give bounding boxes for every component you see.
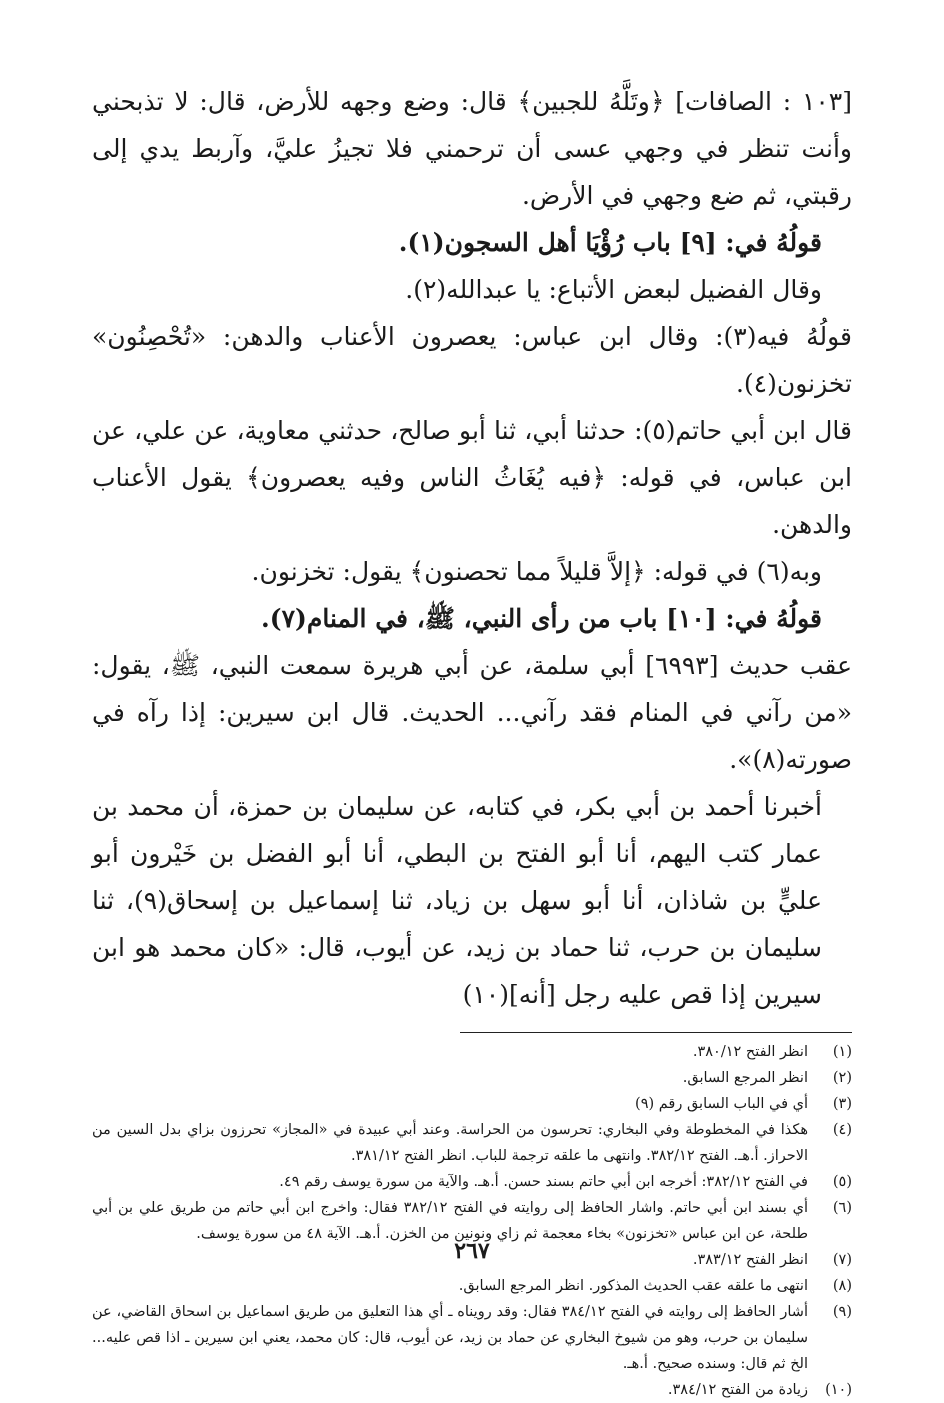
footnote-text: أي بسند ابن أبي حاتم. واشار الحافظ إلى روايته في الفتح ٣٨٢/١٢ فقال: واخرج ابن أبي حاتم من طريق علي بن أبي طلحة، عن ابن عباس «تخزنون» بخاء معجمة ثم زاي ونونين من الخزن. أ.هـ. الآية ٤٨ من سورة يوسف. [92,1200,808,1242]
paragraph-hadith-6993: عقب حديث [٦٩٩٣] أبي سلمة، عن أبي هريرة سمعت النبي، ﷺ، يقول: «من رآني في المنام فقد رآني... الحديث. قال ابن سيرين: إذا رآه في صورته(٨)». [92,651,852,774]
footnote-number: (٥) [832,1174,852,1190]
footnote [92,1299,852,1377]
footnote-number: (٣) [832,1096,852,1112]
footnote-number: (١) [832,1044,852,1060]
paragraph-ibn-abi-hatim: قال ابن أبي حاتم(٥): حدثنا أبي، ثنا أبو صالح، حدثني معاوية، عن علي، عن ابن عباس، في قوله: ﴿فيه يُغَاثُ الناس وفيه يعصرون﴾ يقول الأعناب والدهن. [92,416,852,539]
footnote [92,1039,852,1065]
footnote-number: (٩) [832,1304,852,1320]
chapter-heading-prison-dreams: قولُهُ في: [٩] باب رُؤْيَا أهل السجون(١). [398,228,822,257]
footnote [92,1377,852,1403]
footnote-text: انظر الفتح ٣٨٠/١٢. [692,1044,808,1060]
paragraph-verse-explanation: [١٠٣ : الصافات] ﴿وتَلَّهُ للجبين﴾ قال: وضع وجهه للأرض، قال: لا تذبحني وأنت تنظر في وجهي عسى أن ترحمني فلا تجيزُ عليَّ، وآربط يدي إلى رقبتي، ثم ضع وجهي في الأرض. [92,87,852,210]
footnote-number: (٦) [832,1200,852,1216]
footnote-text: انظر الفتح ٣٨٣/١٢. [692,1252,808,1268]
footnote [92,1273,852,1299]
footnote [92,1065,852,1091]
footnote-text: أشار الحافظ إلى روايته في الفتح ٣٨٤/١٢ فقال: وقد رويناه ـ أي هذا التعليق من طريق اسماعيل بن اسحاق القاضي، عن سليمان بن حرب، وهو من شيوخ البخاري عن حماد بن زيد، عن أيوب، قال: كان محمد، يعني ابن سيرين ـ اذا قص عليه... الخ ثم قال: وسنده صحيح. أ.هـ. [92,1304,808,1372]
chapter-heading-prophet-dream: قولُهُ في: [١٠] باب من رأى النبي، ﷺ، في المنام(٧). [261,604,822,633]
footnote [92,1169,852,1195]
footnote-text: أي في الباب السابق رقم (٩) [635,1096,808,1112]
paragraph-wa-bihi: وبه(٦) في قوله: ﴿إلاَّ قليلاً مما تحصنون﴾ يقول: تخزنون. [251,557,822,586]
paragraph-fudail: وقال الفضيل لبعض الأتباع: يا عبدالله(٢). [405,275,822,304]
footnote-separator-wrap [92,1018,852,1039]
footnote-number: (٤) [832,1122,852,1138]
footnote-text: زيادة من الفتح ٣٨٤/١٢. [667,1382,808,1398]
main-text [92,78,852,1018]
footnote [92,1117,852,1169]
footnote-text: انتهى ما علقه عقب الحديث المذكور. انظر المرجع السابق. [458,1278,808,1294]
footnote-number: (١٠) [825,1382,852,1398]
footnote-number: (٢) [832,1070,852,1086]
footnote-text: في الفتح ٣٨٢/١٢: أخرجه ابن أبي حاتم بسند حسن. أ.هـ. والآية من سورة يوسف رقم ٤٩. [279,1174,808,1190]
footnote [92,1091,852,1117]
page-number: ٢٦٧ [454,1238,490,1264]
footnote-separator [460,1032,852,1033]
footnote-text: هكذا في المخطوطة وفي البخاري: تحرسون من الحراسة. وعند أبي عبيدة في «المجاز» تحرزون بزاي بدل السين من الاحراز. أ.هـ. الفتح ٣٨٢/١٢. وانتهى ما علقه ترجمة للباب. انظر الفتح ٣٨١/١٢. [92,1122,808,1164]
footnotes [92,1039,852,1403]
footnote-text: انظر المرجع السابق. [682,1070,808,1086]
paragraph-ibn-abbas: قولُهُ فيه(٣): وقال ابن عباس: يعصرون الأعناب والدهن: «تُحْصِنُون» تخزنون(٤). [92,322,852,398]
paragraph-isnad: أخبرنا أحمد بن أبي بكر، في كتابه، عن سليمان بن حمزة، أن محمد بن عمار كتب اليهم، أنا أبو الفتح بن البطي، أنا أبو الفضل بن خَيْرون أبو عليٍّ بن شاذان، أنا أبو سهل بن زياد، ثنا إسماعيل بن إسحاق(٩)، ثنا سليمان بن حرب، ثنا حماد بن زيد، عن أيوب، قال: «كان محمد هو ابن سيرين إذا قص عليه رجل [أنه](١٠) [92,792,822,1009]
footnote-number: (٨) [832,1278,852,1294]
footnote-number: (٧) [832,1252,852,1268]
book-page [92,78,852,1398]
